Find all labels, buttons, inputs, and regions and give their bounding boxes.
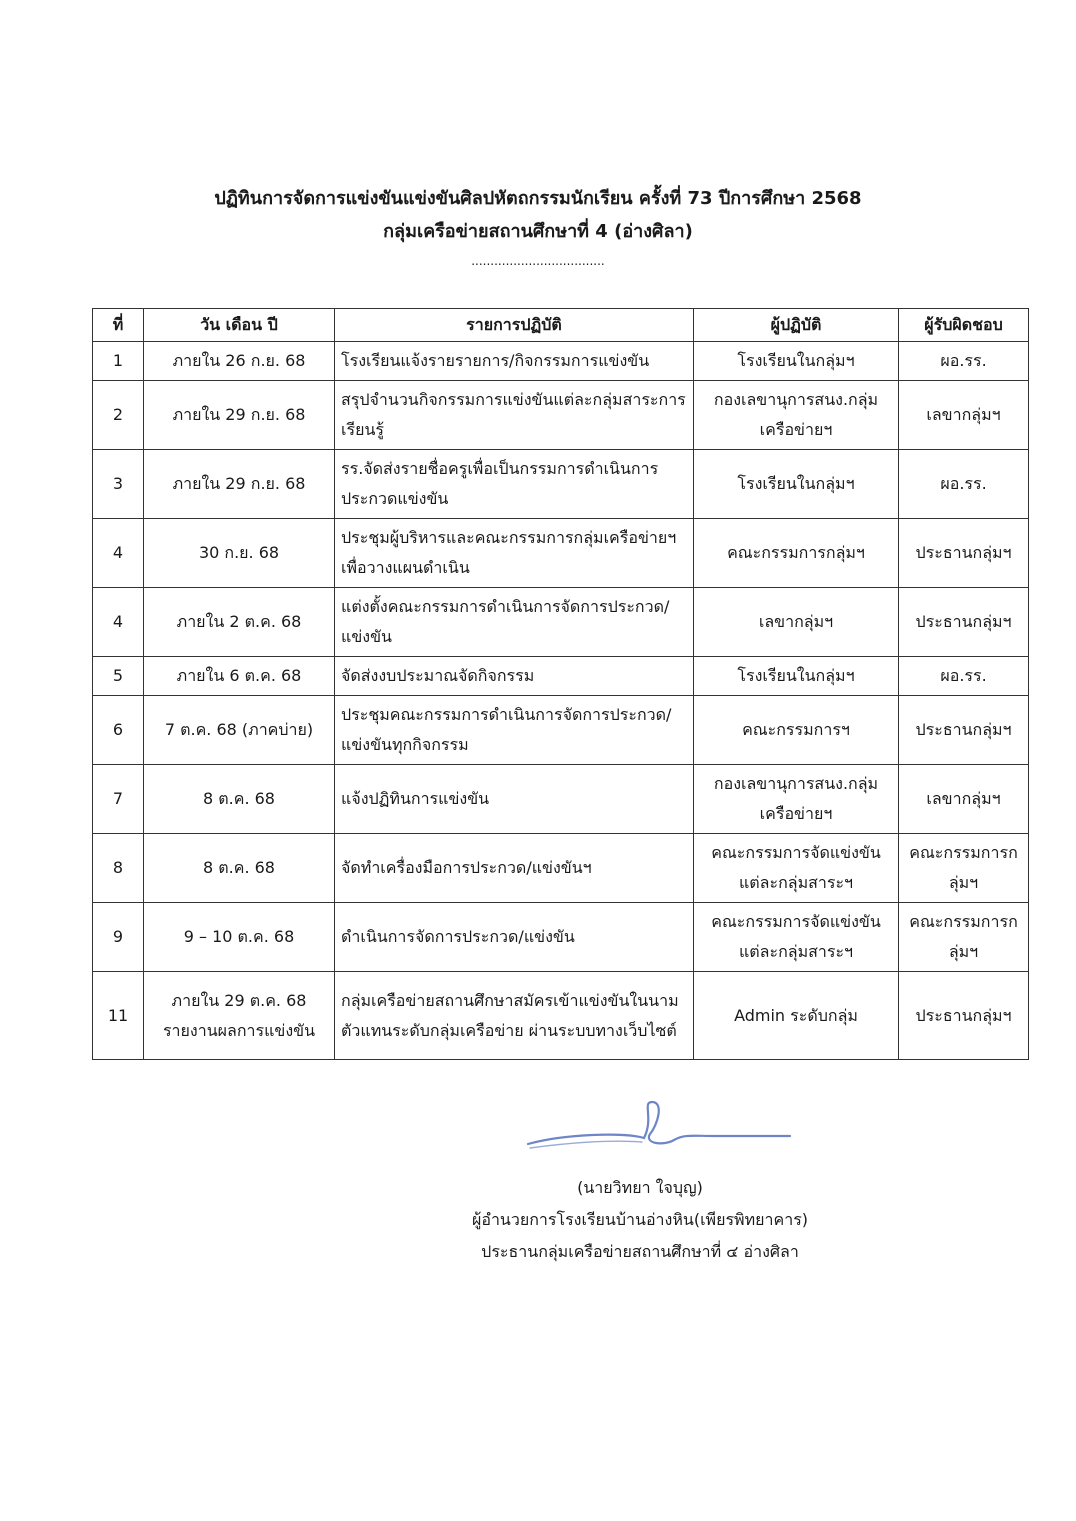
cell-date: 8 ต.ค. 68 [144,834,335,903]
cell-no: 6 [93,696,144,765]
document-title: ปฏิทินการจัดการแข่งขันแข่งขันศิลปหัตถกรรมนักเรียน ครั้งที่ 73 ปีการศึกษา 2568 [214,188,862,209]
cell-date: ภายใน 6 ต.ค. 68 [144,657,335,696]
cell-responsible: ผอ.รร. [899,342,1029,381]
cell-date: 9 – 10 ต.ค. 68 [144,903,335,972]
cell-no: 11 [93,972,144,1060]
cell-task: กลุ่มเครือข่ายสถานศึกษาสมัครเข้าแข่งขันในนามตัวแทนระดับกลุ่มเครือข่าย ผ่านระบบทางเว็บไซต์ [335,972,694,1060]
schedule-table [92,308,1029,1060]
table-row [93,696,1029,765]
cell-doer: โรงเรียนในกลุ่มฯ [694,450,899,519]
table-row [93,834,1029,903]
cell-date: ภายใน 29 ก.ย. 68 [144,381,335,450]
col-header-date: วัน เดือน ปี [144,309,335,342]
cell-doer: คณะกรรมการจัดแข่งขันแต่ละกลุ่มสาระฯ [694,834,899,903]
cell-date: ภายใน 29 ต.ค. 68 รายงานผลการแข่งขัน [144,972,335,1060]
cell-task: ประชุมคณะกรรมการดำเนินการจัดการประกวด/แข่งขันทุกกิจกรรม [335,696,694,765]
cell-doer: Admin ระดับกลุ่ม [694,972,899,1060]
cell-responsible: ผอ.รร. [899,450,1029,519]
cell-doer: โรงเรียนในกลุ่มฯ [694,342,899,381]
table-row [93,972,1029,1060]
signer-title: ประธานกลุ่มเครือข่ายสถานศึกษาที่ ๔ อ่างศิลา [481,1242,799,1261]
signer-position: ผู้อำนวยการโรงเรียนบ้านอ่างหิน(เพียรพิทยาคาร) [471,1210,809,1229]
cell-no: 1 [93,342,144,381]
cell-responsible: ประธานกลุ่มฯ [899,519,1029,588]
table-row [93,765,1029,834]
cell-date: 30 ก.ย. 68 [144,519,335,588]
signer-name: (นายวิทยา ใจบุญ) [577,1178,703,1197]
cell-task: แต่งตั้งคณะกรรมการดำเนินการจัดการประกวด/แข่งขัน [335,588,694,657]
cell-doer: กองเลขานุการสนง.กลุ่มเครือข่ายฯ [694,765,899,834]
cell-date: 8 ต.ค. 68 [144,765,335,834]
cell-task: ประชุมผู้บริหารและคณะกรรมการกลุ่มเครือข่ายฯ เพื่อวางแผนดำเนิน [335,519,694,588]
cell-doer: คณะกรรมการฯ [694,696,899,765]
cell-responsible: ประธานกลุ่มฯ [899,588,1029,657]
cell-no: 5 [93,657,144,696]
table-header-row [93,309,1029,342]
table-row [93,903,1029,972]
cell-task: จัดส่งงบประมาณจัดกิจกรรม [335,657,694,696]
cell-responsible: ประธานกลุ่มฯ [899,972,1029,1060]
cell-responsible: เลขากลุ่มฯ [899,765,1029,834]
document-subtitle: กลุ่มเครือข่ายสถานศึกษาที่ 4 (อ่างศิลา) [383,221,693,242]
signature-image [524,1098,794,1158]
cell-doer: คณะกรรมการจัดแข่งขันแต่ละกลุ่มสาระฯ [694,903,899,972]
cell-doer: โรงเรียนในกลุ่มฯ [694,657,899,696]
table-row [93,381,1029,450]
table-row [93,519,1029,588]
cell-task: จัดทำเครื่องมือการประกวด/แข่งขันฯ [335,834,694,903]
cell-responsible: ผอ.รร. [899,657,1029,696]
cell-no: 4 [93,588,144,657]
table-row [93,657,1029,696]
cell-date: ภายใน 29 ก.ย. 68 [144,450,335,519]
cell-no: 3 [93,450,144,519]
cell-responsible: เลขากลุ่มฯ [899,381,1029,450]
cell-responsible: ประธานกลุ่มฯ [899,696,1029,765]
col-header-task: รายการปฏิบัติ [335,309,694,342]
cell-responsible: คณะกรรมการกลุ่มฯ [899,834,1029,903]
cell-no: 9 [93,903,144,972]
cell-task: แจ้งปฏิทินการแข่งขัน [335,765,694,834]
cell-date: ภายใน 2 ต.ค. 68 [144,588,335,657]
cell-task: สรุปจำนวนกิจกรรมการแข่งขันแต่ละกลุ่มสาระการเรียนรู้ [335,381,694,450]
cell-no: 8 [93,834,144,903]
cell-date: ภายใน 26 ก.ย. 68 [144,342,335,381]
col-header-responsible: ผู้รับผิดชอบ [899,309,1029,342]
col-header-no: ที่ [93,309,144,342]
cell-no: 2 [93,381,144,450]
cell-date: 7 ต.ค. 68 (ภาคบ่าย) [144,696,335,765]
cell-doer: เลขากลุ่มฯ [694,588,899,657]
col-header-doer: ผู้ปฏิบัติ [694,309,899,342]
table-row [93,450,1029,519]
table-row [93,342,1029,381]
table-row [93,588,1029,657]
cell-task: ดำเนินการจัดการประกวด/แข่งขัน [335,903,694,972]
cell-responsible: คณะกรรมการกลุ่มฯ [899,903,1029,972]
cell-doer: คณะกรรมการกลุ่มฯ [694,519,899,588]
title-divider: ................................... [471,254,605,268]
cell-no: 7 [93,765,144,834]
cell-no: 4 [93,519,144,588]
cell-task: รร.จัดส่งรายชื่อครูเพื่อเป็นกรรมการดำเนินการประกวดแข่งขัน [335,450,694,519]
cell-task: โรงเรียนแจ้งรายรายการ/กิจกรรมการแข่งขัน [335,342,694,381]
cell-doer: กองเลขานุการสนง.กลุ่มเครือข่ายฯ [694,381,899,450]
